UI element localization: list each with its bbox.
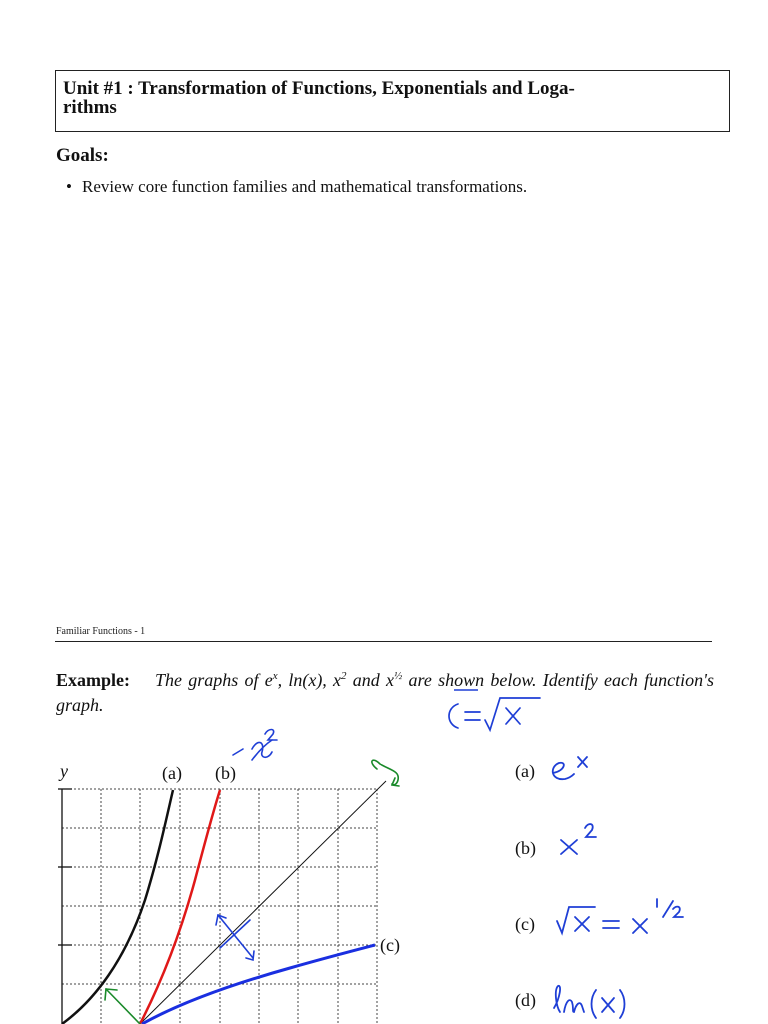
answer-label-c: (c): [515, 914, 535, 934]
example-text: The graphs of $e^x$, ln(x), $x^2$ and $x^{\frac{1}{2}}$ are shown below. Identify each function's graph.: [56, 670, 715, 715]
identity-line: [140, 781, 386, 1024]
bullet: •: [66, 177, 72, 196]
answer-label-a: (a): [515, 761, 535, 781]
goals-heading: Goals:: [56, 145, 109, 166]
unit-title-line1: Unit #1 : Transformation of Functions, Exponentials and Loga-: [63, 78, 575, 99]
handwriting-answer-c: [555, 895, 705, 940]
footer-label: Familiar Functions - 1: [56, 626, 146, 637]
example-label: Example:: [56, 670, 130, 690]
y-axis-label: y: [60, 761, 68, 781]
handwriting-answer-d: [550, 978, 640, 1023]
handwriting-answer-b: [555, 820, 615, 860]
answer-label-b: (b): [515, 838, 536, 858]
green-arrow: [105, 989, 140, 1024]
y-axis-ticks: [58, 789, 72, 945]
underline-mark: [452, 685, 482, 695]
answer-label-d: (d): [515, 990, 536, 1010]
curve-label-b: (b): [215, 763, 236, 783]
handwriting-cross-arrows: [216, 915, 254, 960]
handwriting-answer-a: [545, 745, 625, 790]
unit-title-line2: rithms: [63, 97, 117, 118]
handwriting-x-squared-note: [233, 730, 277, 761]
curve-label-c: (c): [380, 935, 400, 955]
goal-text: Review core function families and mathematical transformations.: [82, 177, 528, 196]
handwriting-sqrt-note: [440, 690, 550, 740]
curve-label-a: (a): [162, 763, 182, 783]
